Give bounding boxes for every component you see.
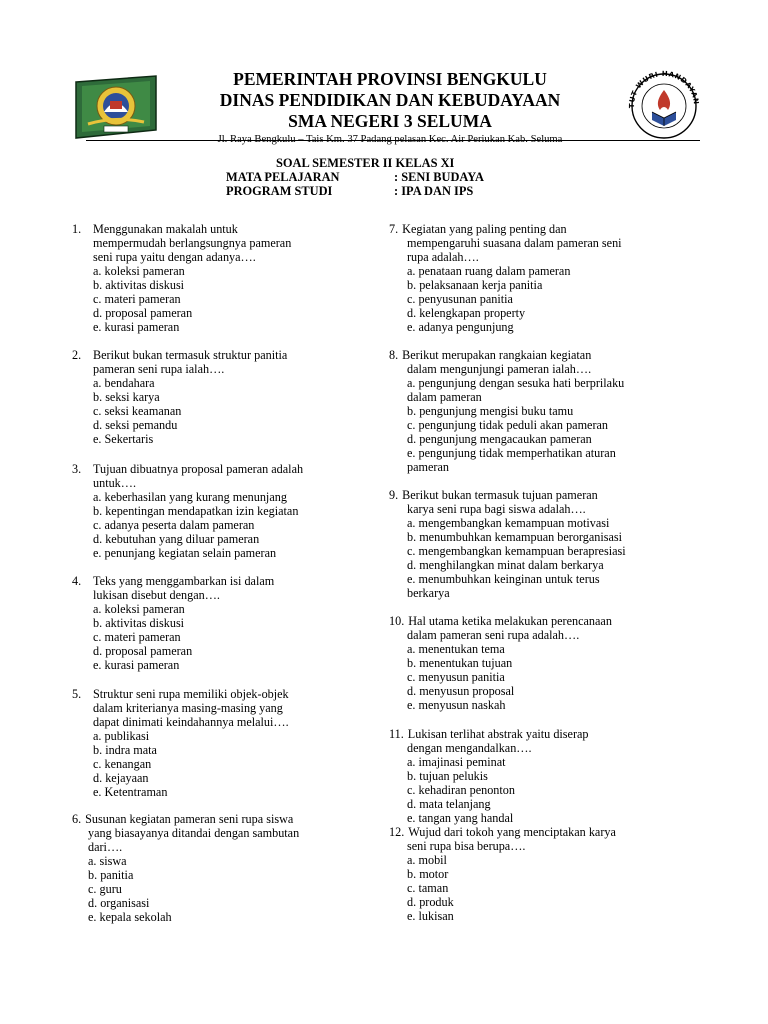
answer-option: c. materi pameran	[93, 292, 181, 306]
answer-option: e. pengunjung tidak memperhatikan aturan	[407, 446, 616, 460]
question-stem-line: dari….	[88, 840, 123, 854]
question-stem-line: dalam kriterianya masing-masing yang	[93, 701, 283, 715]
question-stem-text: Kegiatan yang paling penting dan	[402, 222, 567, 236]
question-stem-text: Berikut bukan termasuk tujuan pameran	[402, 488, 598, 502]
program-row	[226, 184, 484, 198]
question-stem-line	[389, 825, 616, 839]
question-stem-line: rupa adalah….	[407, 250, 479, 264]
subject-value: : SENI BUDAYA	[394, 170, 484, 184]
coat-of-arms-logo	[74, 74, 158, 140]
answer-option: e. kepala sekolah	[88, 910, 172, 924]
question-stem-line	[389, 614, 612, 628]
question-4	[72, 574, 274, 672]
question-number: 5.	[72, 687, 82, 701]
question-number: 12.	[389, 825, 405, 839]
answer-option: c. penyusunan panitia	[407, 292, 513, 306]
answer-option: e. tangan yang handal	[407, 811, 514, 825]
answer-option: b. aktivitas diskusi	[93, 278, 185, 292]
question-number: 8.	[389, 348, 399, 362]
answer-option: d. mata telanjang	[407, 797, 491, 811]
answer-option: c. mengembangkan kemampuan berapresiasi	[407, 544, 626, 558]
letterhead	[160, 69, 620, 147]
question-3	[72, 462, 303, 560]
answer-option: a. siswa	[88, 854, 127, 868]
question-11	[389, 727, 589, 825]
school-address: Jl. Raya Bengkulu – Tais Km. 37 Padang pelasan Kec. Air Periukan Kab. Seluma	[217, 134, 563, 145]
answer-option: d. proposal pameran	[93, 306, 193, 320]
question-number: 7.	[389, 222, 399, 236]
answer-option: b. tujuan pelukis	[407, 769, 488, 783]
answer-option: a. bendahara	[93, 376, 155, 390]
question-stem-line	[389, 727, 589, 741]
question-number: 2.	[72, 348, 82, 362]
answer-option: b. kepentingan mendapatkan izin kegiatan	[93, 504, 299, 518]
question-number: 11.	[389, 727, 404, 741]
question-stem-line	[72, 812, 299, 826]
answer-option: a. mobil	[407, 853, 447, 867]
question-7	[389, 222, 622, 334]
question-stem-line: mempengaruhi suasana dalam pameran seni	[407, 236, 622, 250]
question-12	[389, 825, 616, 923]
question-number: 1.	[72, 222, 82, 236]
answer-option: b. motor	[407, 867, 449, 881]
answer-option: e. kurasi pameran	[93, 658, 180, 672]
government-name: PEMERINTAH PROVINSI BENGKULU	[233, 69, 547, 89]
answer-option: c. adanya peserta dalam pameran	[93, 518, 255, 532]
question-stem-line: mempermudah berlangsungnya pameran	[93, 236, 292, 250]
answer-option: d. produk	[407, 895, 454, 909]
answer-option: c. seksi keamanan	[93, 404, 182, 418]
question-6	[72, 812, 299, 924]
answer-option: b. pengunjung mengisi buku tamu	[407, 404, 574, 418]
answer-option: dalam pameran	[407, 390, 482, 404]
answer-option: c. kehadiran penonton	[407, 783, 515, 797]
question-stem-text: Berikut merupakan rangkaian kegiatan	[402, 348, 592, 362]
question-stem-text: Susunan kegiatan pameran seni rupa siswa	[85, 812, 294, 826]
answer-option: c. kenangan	[93, 757, 152, 771]
answer-option: d. organisasi	[88, 896, 150, 910]
answer-option: d. kejayaan	[93, 771, 149, 785]
answer-option: c. taman	[407, 881, 449, 895]
answer-option: b. menumbuhkan kemampuan berorganisasi	[407, 530, 623, 544]
subject-label: MATA PELAJARAN	[226, 170, 340, 184]
question-5	[72, 687, 289, 799]
question-1	[72, 222, 291, 334]
question-stem-text: Lukisan terlihat abstrak yaitu diserap	[407, 727, 589, 741]
question-stem-line: yang biasayanya ditandai dengan sambutan	[88, 826, 300, 840]
question-stem-text: Struktur seni rupa memiliki objek-objek	[93, 687, 289, 701]
answer-option: a. koleksi pameran	[93, 602, 185, 616]
question-stem-text: Berikut bukan termasuk struktur panitia	[93, 348, 288, 362]
answer-option: c. menyusun panitia	[407, 670, 505, 684]
answer-option: pameran	[407, 460, 449, 474]
answer-option: d. menghilangkan minat dalam berkarya	[407, 558, 604, 572]
answer-option: e. adanya pengunjung	[407, 320, 514, 334]
answer-option: b. pelaksanaan kerja panitia	[407, 278, 543, 292]
program-label: PROGRAM STUDI	[226, 184, 333, 198]
answer-option: d. menyusun proposal	[407, 684, 515, 698]
question-stem-text: Menggunakan makalah untuk	[93, 222, 238, 236]
question-stem-line	[72, 348, 287, 362]
question-8	[389, 348, 624, 474]
answer-option: e. Sekertaris	[93, 432, 154, 446]
answer-option: b. seksi karya	[93, 390, 160, 404]
answer-option: c. pengunjung tidak peduli akan pameran	[407, 418, 609, 432]
answer-option: a. imajinasi peminat	[407, 755, 506, 769]
answer-option: b. aktivitas diskusi	[93, 616, 185, 630]
answer-option: b. panitia	[88, 868, 134, 882]
school-name: SMA NEGERI 3 SELUMA	[288, 111, 492, 131]
question-stem-line	[72, 462, 303, 476]
answer-option: e. menumbuhkan keinginan untuk terus	[407, 572, 600, 586]
answer-option: a. keberhasilan yang kurang menunjang	[93, 490, 287, 504]
question-stem-text: Hal utama ketika melakukan perencanaan	[408, 614, 612, 628]
question-10	[389, 614, 612, 712]
answer-option: e. lukisan	[407, 909, 454, 923]
answer-option: d. kelengkapan property	[407, 306, 526, 320]
question-stem-line	[389, 348, 624, 362]
question-stem-line	[389, 222, 622, 236]
question-stem-line: lukisan disebut dengan….	[93, 588, 220, 602]
answer-option: e. penunjang kegiatan selain pameran	[93, 546, 277, 560]
question-stem-text: Tujuan dibuatnya proposal pameran adalah	[93, 462, 304, 476]
answer-option: d. pengunjung mengacaukan pameran	[407, 432, 592, 446]
question-stem-line: seni rupa bisa berupa….	[407, 839, 526, 853]
answer-option: c. materi pameran	[93, 630, 181, 644]
question-stem-line	[72, 222, 291, 236]
question-9	[389, 488, 626, 600]
question-number: 6.	[72, 812, 82, 826]
exam-info	[226, 156, 484, 198]
answer-option: a. koleksi pameran	[93, 264, 185, 278]
question-number: 3.	[72, 462, 82, 476]
question-number: 10.	[389, 614, 405, 628]
answer-option: e. kurasi pameran	[93, 320, 180, 334]
question-stem-line: seni rupa yaitu dengan adanya….	[93, 250, 256, 264]
subject-row	[226, 170, 484, 184]
question-stem-line: pameran seni rupa ialah….	[93, 362, 225, 376]
question-stem-line: dalam mengunjungi pameran ialah….	[407, 362, 592, 376]
answer-option: a. pengunjung dengan sesuka hati berprilaku	[407, 376, 625, 390]
answer-option: a. mengembangkan kemampuan motivasi	[407, 516, 610, 530]
tut-wuri-handayani-logo	[622, 68, 706, 140]
answer-option: a. penataan ruang dalam pameran	[407, 264, 571, 278]
agency-name: DINAS PENDIDIKAN DAN KEBUDAYAAN	[219, 90, 561, 110]
program-value: : IPA DAN IPS	[394, 184, 474, 198]
answer-option: b. indra mata	[93, 743, 157, 757]
question-number: 9.	[389, 488, 399, 502]
question-stem-line: dengan mengandalkan….	[407, 741, 532, 755]
question-number: 4.	[72, 574, 82, 588]
question-stem-line	[389, 488, 626, 502]
answer-option: d. seksi pemandu	[93, 418, 178, 432]
answer-option: berkarya	[407, 586, 450, 600]
question-stem-line: karya seni rupa bagi siswa adalah….	[407, 502, 586, 516]
answer-option: a. publikasi	[93, 729, 150, 743]
answer-option: d. kebutuhan yang diluar pameran	[93, 532, 260, 546]
logo-motto: TUT WURI HANDAYAN	[627, 69, 701, 109]
question-stem-line: untuk….	[93, 476, 136, 490]
question-stem-text: Wujud dari tokoh yang menciptakan karya	[408, 825, 616, 839]
answer-option: d. proposal pameran	[93, 644, 193, 658]
answer-option: e. menyusun naskah	[407, 698, 506, 712]
answer-option: e. Ketentraman	[93, 785, 168, 799]
question-stem-line	[72, 687, 289, 701]
question-stem-line: dalam pameran seni rupa adalah….	[407, 628, 580, 642]
answer-option: a. menentukan tema	[407, 642, 505, 656]
question-2	[72, 348, 287, 446]
exam-title: SOAL SEMESTER II KELAS XI	[276, 156, 455, 170]
question-stem-text: Teks yang menggambarkan isi dalam	[93, 574, 275, 588]
letterhead-divider	[86, 140, 700, 141]
question-stem-line	[72, 574, 274, 588]
answer-option: c. guru	[88, 882, 122, 896]
question-stem-line: dapat dinimati keindahannya melalui….	[93, 715, 289, 729]
answer-option: b. menentukan tujuan	[407, 656, 513, 670]
